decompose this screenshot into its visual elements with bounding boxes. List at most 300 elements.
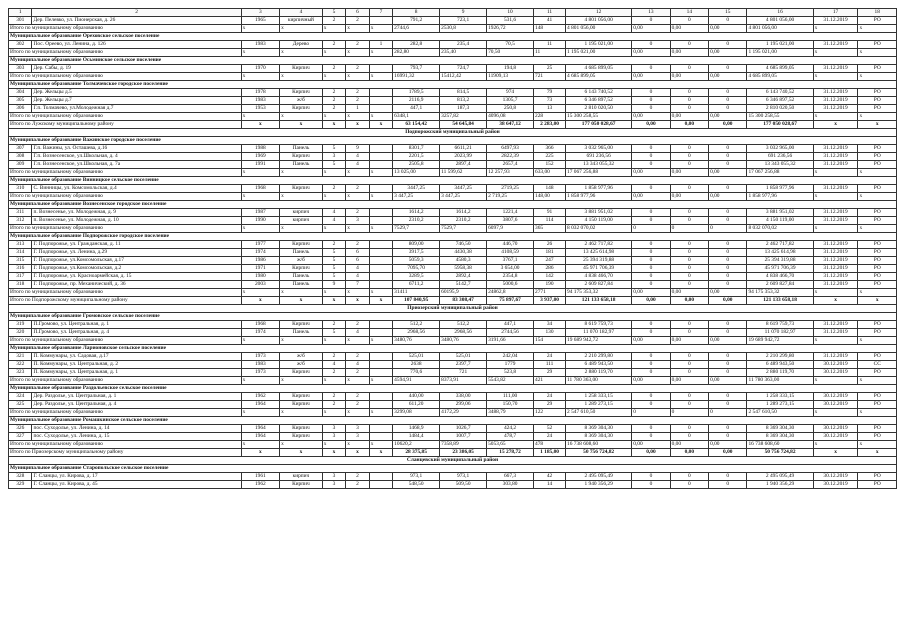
table-cell: x [241, 73, 279, 81]
table-cell: 1964 [241, 425, 279, 433]
table-cell: x [322, 289, 345, 297]
table-cell: 148 [534, 25, 566, 33]
table-cell: x [280, 49, 323, 57]
table-cell: x [241, 225, 279, 233]
table-cell: 8373,91 [440, 377, 487, 385]
table-cell: 325 [9, 401, 32, 409]
table-cell: 8 032 070,02 [747, 225, 813, 233]
table-cell: 5958,38 [440, 265, 487, 273]
table-cell: x [241, 49, 279, 57]
table-cell: 2 495 095,49 [747, 473, 813, 481]
table-cell: 338,00 [440, 393, 487, 401]
table-cell: 11 070 182,97 [566, 329, 632, 337]
table-cell: СС [858, 361, 897, 369]
table-cell: 25 [534, 65, 566, 73]
table-cell: 0,00 [632, 377, 670, 385]
table-cell: 31.12.2019 [813, 257, 858, 265]
table-cell: 2 210 299,80 [566, 353, 632, 361]
table-cell: 4 [346, 273, 369, 281]
table-cell: 0,00 [670, 49, 708, 57]
table-cell: РО [858, 473, 897, 481]
table-cell: РО [858, 105, 897, 113]
table-cell: 15 300 258,55 [747, 113, 813, 121]
table-cell: x [813, 337, 858, 345]
table-cell: ж/б [280, 97, 323, 105]
table-cell: 31.12.2019 [813, 161, 858, 169]
table-cell: Дер. Жельцы д.7 [32, 97, 241, 105]
table-cell: 3 654,00 [487, 265, 534, 273]
table-cell: x [858, 49, 897, 57]
table-cell: x [280, 377, 323, 385]
table-cell: 0 [670, 329, 708, 337]
subtotal-row [9, 337, 897, 345]
table-cell [369, 153, 392, 161]
table-cell: 813,2 [440, 97, 487, 105]
table-cell: x [813, 25, 858, 33]
table-cell: Кирпич [280, 241, 323, 249]
table-cell: x [346, 225, 369, 233]
table-cell: 1026,7 [440, 425, 487, 433]
table-cell: 1978 [241, 89, 279, 97]
table-cell: Кирпич [280, 393, 323, 401]
table-cell: 791,2 [393, 17, 440, 25]
table-cell: 1 858 977,96 [566, 185, 632, 193]
table-cell: 3 [346, 217, 369, 225]
table-cell: 1974 [241, 329, 279, 337]
table-cell: 50 756 724,82 [747, 449, 813, 457]
table-cell: x [369, 121, 392, 129]
table-cell: 4 [322, 209, 345, 217]
table-cell: 301 [9, 17, 32, 25]
table-cell: 0 [670, 153, 708, 161]
table-cell: Итого по муниципальному образованию [9, 289, 242, 297]
table-row [9, 281, 897, 289]
table-cell: 8 369 304,30 [747, 425, 813, 433]
table-cell: 0 [670, 97, 708, 105]
table-cell: 0 [670, 481, 708, 489]
table-cell: 31.12.2019 [813, 97, 858, 105]
table-cell: 94 175 353,32 [566, 289, 632, 297]
table-cell: 326 [9, 425, 32, 433]
table-cell: 0,00 [632, 113, 670, 121]
table-cell: 667,3 [487, 473, 534, 481]
table-cell: 746,50 [440, 241, 487, 249]
table-cell: 2 [322, 393, 345, 401]
table-cell: 3 [322, 433, 345, 441]
table-cell: Итого по муниципальному образованию [9, 169, 242, 177]
table-cell: РО [858, 481, 897, 489]
table-cell: 31.12.2019 [813, 265, 858, 273]
table-cell: 5 [322, 257, 345, 265]
district-header [9, 457, 897, 465]
table-cell: 0 [632, 369, 670, 377]
table-row [9, 145, 897, 153]
table-cell: 0 [709, 249, 747, 257]
table-cell: 70,5 [487, 41, 534, 49]
table-row [9, 249, 897, 257]
table-cell: ж/б [280, 361, 323, 369]
table-cell: 6 143 740,52 [747, 89, 813, 97]
table-cell: x [813, 289, 858, 297]
table-cell: 2771 [534, 289, 566, 297]
table-cell: 0 [632, 17, 670, 25]
table-cell: 0 [709, 225, 747, 233]
table-cell: 30.12.2019 [813, 425, 858, 433]
table-cell: Итого по муниципальному образованию [9, 441, 242, 449]
table-cell: П. Коммунары, ул. Садовая, д.17 [32, 353, 241, 361]
table-cell: 0 [632, 281, 670, 289]
table-cell: 0 [632, 153, 670, 161]
table-cell: 2 [346, 369, 369, 377]
table-cell: пос. Суходолье, ул. Ленина, д. 14 [32, 425, 241, 433]
table-cell: 0,00 [670, 441, 708, 449]
table-cell: 11 780 363,00 [747, 377, 813, 385]
table-cell: x [369, 337, 392, 345]
table-cell: x [241, 289, 279, 297]
table-cell: 7358,89 [440, 441, 487, 449]
table-cell: 4 [322, 361, 345, 369]
table-cell: 3191,66 [487, 337, 534, 345]
table-cell: 23 386,05 [440, 449, 487, 457]
table-cell: 150,70 [487, 401, 534, 409]
table-cell: 8 619 759,73 [566, 321, 632, 329]
table-cell: x [813, 113, 858, 121]
table-cell: 3807,6 [487, 217, 534, 225]
table-cell: 3447,25 [440, 185, 487, 193]
table-cell: 15 300 258,55 [566, 113, 632, 121]
table-cell [369, 209, 392, 217]
table-cell: x [369, 113, 392, 121]
table-cell: 7 [369, 9, 392, 17]
table-cell: 318 [9, 281, 32, 289]
table-cell: 0,00 [709, 449, 747, 457]
table-cell: 13 343 055,32 [566, 161, 632, 169]
table-cell: 11 780 363,00 [566, 377, 632, 385]
table-cell: 25 394 319,88 [747, 257, 813, 265]
table-cell: 148,00 [534, 193, 566, 201]
table-cell: 0 [632, 65, 670, 73]
table-cell: 6 489 943,50 [566, 361, 632, 369]
table-cell: 6611,21 [440, 145, 487, 153]
table-cell: x [369, 289, 392, 297]
table-cell: 0 [709, 161, 747, 169]
table-cell: пос. Суходолье, ул. Ленина, д. 15 [32, 433, 241, 441]
table-cell: Панель [280, 329, 323, 337]
table-cell: 0 [632, 353, 670, 361]
table-cell: РО [858, 273, 897, 281]
table-cell: 0 [709, 89, 747, 97]
table-cell: 0,00 [709, 49, 747, 57]
table-cell: 6 489 943,50 [747, 361, 813, 369]
table-cell: 1986 [241, 257, 279, 265]
table-cell: x [858, 169, 897, 177]
table-cell [369, 185, 392, 193]
table-cell: 14 [670, 9, 708, 17]
table-cell: x [369, 73, 392, 81]
table-cell: 0 [670, 409, 708, 417]
table-cell: 30.12.2019 [813, 433, 858, 441]
table-cell: 0 [670, 89, 708, 97]
table-cell: 60195,9 [440, 289, 487, 297]
table-cell: 322 [9, 361, 32, 369]
table-cell: x [280, 289, 323, 297]
table-cell: x [322, 49, 345, 57]
table-cell: Г. Подпорожье, ул. Ленина, д.29 [32, 249, 241, 257]
table-cell: 1 940 356,29 [747, 481, 813, 489]
table-cell: 2719,25 [487, 185, 534, 193]
table-cell: x [241, 337, 279, 345]
table-cell: x [858, 113, 897, 121]
table-cell: 31.12.2019 [813, 249, 858, 257]
table-cell: 4108,59 [487, 249, 534, 257]
table-cell: 31.12.2019 [813, 65, 858, 73]
table-cell: 5 [322, 273, 345, 281]
table-cell: 187,3 [440, 105, 487, 113]
table-cell: 5 [322, 265, 345, 273]
table-cell: РО [858, 425, 897, 433]
column-number-row [9, 9, 897, 17]
table-cell: 1 289 273,15 [747, 401, 813, 409]
table-cell: 38 647,12 [487, 121, 534, 129]
table-cell: x [241, 25, 279, 33]
table-cell: 509,50 [440, 481, 487, 489]
table-cell: Итого по Лужскому муниципальному району [9, 121, 242, 129]
table-cell: Г.п. Вознесенское, ул.Школьная, д. 7а [32, 161, 241, 169]
table-cell: 8 369 304,30 [566, 425, 632, 433]
table-cell: 181 [534, 249, 566, 257]
table-cell: 4 801 056,00 [747, 25, 813, 33]
table-cell: 2003 [241, 281, 279, 289]
district-header [9, 129, 897, 137]
table-cell: 0 [670, 265, 708, 273]
table-cell: 0 [632, 321, 670, 329]
table-cell: x [858, 441, 897, 449]
table-cell: 24 [534, 393, 566, 401]
table-cell: 0 [632, 41, 670, 49]
table-cell: 4 [346, 153, 369, 161]
table-cell: 0 [632, 217, 670, 225]
table-cell: x [346, 121, 369, 129]
table-cell: 1 195 021,00 [747, 41, 813, 49]
table-cell: 9 [346, 145, 369, 153]
table-cell: 304 [9, 89, 32, 97]
table-cell: 4 685 899,05 [747, 73, 813, 81]
table-cell: 45 971 706,39 [747, 265, 813, 273]
table-cell: x [369, 225, 392, 233]
table-cell: 242,04 [487, 353, 534, 361]
table-row [9, 41, 897, 49]
table-cell: 1965 [241, 17, 279, 25]
table-cell: 8301,7 [393, 145, 440, 153]
table-cell: 31.12.2019 [813, 105, 858, 113]
table-cell [369, 321, 392, 329]
table-cell: 4 [280, 9, 323, 17]
table-cell: 1962 [241, 481, 279, 489]
table-cell: 0 [709, 425, 747, 433]
table-cell: 2201,5 [393, 153, 440, 161]
table-cell: x [241, 113, 279, 121]
table-cell: 1968 [241, 185, 279, 193]
table-row [9, 321, 897, 329]
table-cell: 2 283,00 [534, 121, 566, 129]
table-cell: 31.12.2019 [813, 17, 858, 25]
table-cell: 0 [709, 65, 747, 73]
table-cell: 1991 [241, 161, 279, 169]
table-cell: 1983 [241, 97, 279, 105]
table-cell: 2 [346, 353, 369, 361]
table-cell: 365 [534, 225, 566, 233]
table-cell: 73 [534, 97, 566, 105]
table-cell: 31.12.2019 [813, 217, 858, 225]
table-cell: 1 [346, 105, 369, 113]
table-cell: 5000,6 [487, 281, 534, 289]
table-cell: п. Вознесенье, ул. Молодежная, д. 10 [32, 217, 241, 225]
table-cell: 0 [709, 153, 747, 161]
table-cell: 1983 [241, 41, 279, 49]
table-cell: 0 [709, 369, 747, 377]
table-cell: 194,8 [487, 65, 534, 73]
table-cell: 4 838 466,70 [747, 273, 813, 281]
table-row [9, 97, 897, 105]
table-cell: 50 756 724,82 [566, 449, 632, 457]
table-cell: 2 [346, 89, 369, 97]
table-cell: x [369, 377, 392, 385]
table-cell: 24862,8 [487, 289, 534, 297]
table-cell: x [322, 297, 345, 305]
table-cell: x [858, 337, 897, 345]
table-row [9, 273, 897, 281]
table-cell: 17 067 256,88 [747, 169, 813, 177]
table-cell: 9 [440, 9, 487, 17]
table-cell: 0 [709, 273, 747, 281]
table-cell: 3 032 965,00 [566, 145, 632, 153]
table-cell: 8 369 304,30 [566, 433, 632, 441]
table-cell: x [280, 297, 323, 305]
table-cell: 0 [709, 257, 747, 265]
table-cell: 0 [670, 393, 708, 401]
table-cell: x [813, 377, 858, 385]
table-row [9, 481, 897, 489]
table-cell: 4 [346, 361, 369, 369]
subtotal-row [9, 289, 897, 297]
table-cell: 0 [670, 41, 708, 49]
table-cell: x [858, 377, 897, 385]
table-cell: x [322, 377, 345, 385]
table-cell [369, 481, 392, 489]
repair-schedule-table [8, 8, 897, 489]
table-cell: x [280, 121, 323, 129]
table-cell: 11 070 182,97 [747, 329, 813, 337]
table-row [9, 353, 897, 361]
table-cell: 2892,4 [440, 273, 487, 281]
table-cell: 1973 [241, 353, 279, 361]
table-cell: 250,8 [487, 105, 534, 113]
table-cell: 25 394 319,88 [566, 257, 632, 265]
table-cell: x [280, 409, 323, 417]
table-cell: Г.п. Толмачево, ул.Молодежная д.7 [32, 105, 241, 113]
table-cell: РО [858, 209, 897, 217]
table-cell: 247 [534, 257, 566, 265]
table-cell: 5 [322, 9, 345, 17]
table-cell: РО [858, 369, 897, 377]
table-cell: 0,00 [670, 73, 708, 81]
municipality-section-header [9, 81, 897, 89]
table-cell: 3299,08 [393, 409, 440, 417]
table-cell: 286 [534, 265, 566, 273]
municipality-section-header [9, 345, 897, 353]
table-cell: 0 [709, 473, 747, 481]
table-cell: Муниципальное образование Толмачевское городское поселение [9, 81, 897, 89]
table-cell: 0 [670, 273, 708, 281]
table-cell: 770,6 [393, 369, 440, 377]
table-row [9, 153, 897, 161]
table-cell: 0 [670, 17, 708, 25]
subtotal-row [9, 441, 897, 449]
table-cell: Дер. Пелевко, ул. Пионерская, д. 26 [32, 17, 241, 25]
table-cell: 121 133 658,18 [747, 297, 813, 305]
table-cell: x [813, 409, 858, 417]
table-cell: 1953 [241, 105, 279, 113]
table-cell: 2 210 299,80 [747, 353, 813, 361]
table-cell: 0,00 [670, 377, 708, 385]
table-cell: 1968 [241, 321, 279, 329]
table-cell: 31.12.2019 [813, 321, 858, 329]
table-cell: 282,80 [393, 49, 440, 57]
table-cell: 0 [670, 65, 708, 73]
table-cell: ж/б [280, 257, 323, 265]
table-cell: 0,00 [709, 337, 747, 345]
table-cell: 4 150 119,00 [747, 217, 813, 225]
table-cell: 0 [632, 249, 670, 257]
subtotal-row [9, 409, 897, 417]
table-cell: Г. Подпорожье, ул.Комсомольская, д.2 [32, 265, 241, 273]
table-cell: 0 [709, 185, 747, 193]
table-cell: 4 [346, 329, 369, 337]
table-cell: 6711,2 [393, 281, 440, 289]
table-cell: 0 [670, 257, 708, 265]
table-cell: 31.12.2019 [813, 145, 858, 153]
table-cell: 6 [346, 257, 369, 265]
table-cell: 1 195 021,00 [747, 49, 813, 57]
table-cell: x [369, 449, 392, 457]
table-cell: 1484,4 [393, 433, 440, 441]
table-cell: 1983 [241, 361, 279, 369]
table-cell: 16991,32 [393, 73, 440, 81]
table-cell: 31.12.2019 [813, 241, 858, 249]
table-cell: 0 [670, 281, 708, 289]
table-cell: 548,50 [393, 481, 440, 489]
table-cell: 0 [709, 97, 747, 105]
table-cell: 7 [346, 281, 369, 289]
table-cell: 235,4 [440, 41, 487, 49]
table-cell: 5 [322, 145, 345, 153]
table-cell: 0 [632, 481, 670, 489]
table-cell: 0,00 [670, 25, 708, 33]
table-cell: РО [858, 265, 897, 273]
subtotal-row [9, 169, 897, 177]
table-cell: Итого по муниципальному образованию [9, 225, 242, 233]
table-cell: x [280, 449, 323, 457]
table-cell: РО [858, 401, 897, 409]
table-cell: x [346, 337, 369, 345]
table-cell: 2897,4 [440, 161, 487, 169]
table-cell: 1988 [241, 145, 279, 153]
table-cell: 0,00 [670, 337, 708, 345]
table-cell: 1977 [241, 241, 279, 249]
table-cell: 228 [534, 113, 566, 121]
table-cell: 0,00 [670, 113, 708, 121]
subtotal-row [9, 49, 897, 57]
